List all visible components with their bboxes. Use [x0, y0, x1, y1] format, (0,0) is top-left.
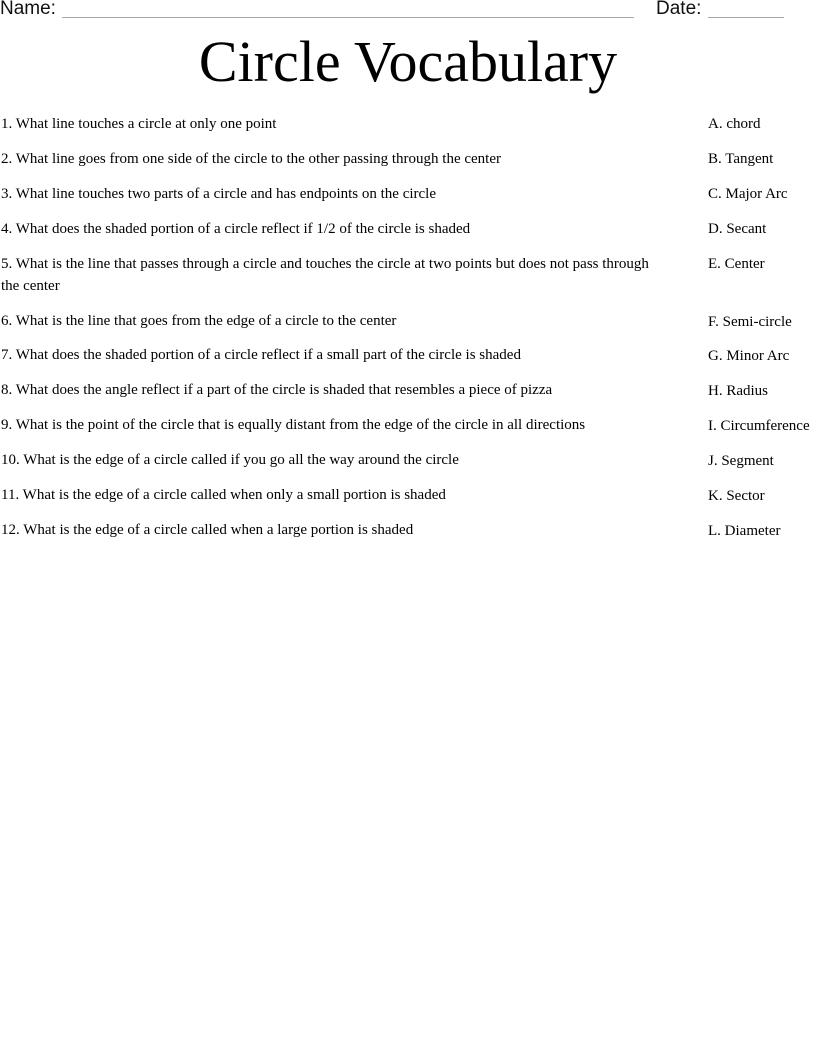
date-blank-line — [708, 17, 784, 18]
answer-item: B. Tangent — [708, 151, 774, 167]
question-item: 3. What line touches two parts of a circle and has endpoints on the circle — [1, 186, 436, 202]
answer-item: H. Radius — [708, 383, 768, 399]
question-item: 1. What line touches a circle at only one point — [1, 116, 277, 132]
page-title: Circle Vocabulary — [198, 29, 618, 94]
question-item: 12. What is the edge of a circle called when a large portion is shaded — [1, 522, 414, 538]
answer-item: L. Diameter — [708, 523, 781, 539]
answer-item: I. Circumference — [708, 418, 810, 434]
question-item: 7. What does the shaded portion of a circle reflect if a small part of the circle is shaded — [1, 347, 521, 363]
question-list — [1, 113, 651, 541]
answer-item: C. Major Arc — [708, 186, 788, 202]
question-item: 6. What is the line that goes from the edge of a circle to the center — [1, 313, 397, 329]
answer-item: D. Secant — [708, 221, 767, 237]
answer-item: A. chord — [708, 116, 761, 132]
date-label: Date: — [656, 0, 702, 19]
worksheet-header — [0, 0, 816, 22]
name-blank-line — [62, 17, 634, 18]
answer-item: F. Semi-circle — [708, 314, 792, 330]
answer-item: K. Sector — [708, 488, 765, 504]
question-item: 2. What line goes from one side of the circle to the other passing through the center — [1, 151, 501, 167]
question-item: 11. What is the edge of a circle called when only a small portion is shaded — [1, 487, 446, 503]
answer-item: E. Center — [708, 256, 765, 272]
question-item: 4. What does the shaded portion of a circle reflect if 1/2 of the circle is shaded — [1, 221, 471, 237]
question-item: 9. What is the point of the circle that is equally distant from the edge of the circle in all directions — [1, 417, 586, 433]
answer-item: J. Segment — [708, 453, 774, 469]
answer-item: G. Minor Arc — [708, 348, 790, 364]
name-label: Name: — [0, 0, 56, 19]
question-item: 5. What is the line that passes through a circle and touches the circle at two points but does not pass through the center — [1, 256, 649, 294]
answer-list — [708, 113, 816, 542]
question-item: 10. What is the edge of a circle called if you go all the way around the circle — [1, 452, 459, 468]
question-item: 8. What does the angle reflect if a part of the circle is shaded that resembles a piece of pizza — [1, 382, 553, 398]
